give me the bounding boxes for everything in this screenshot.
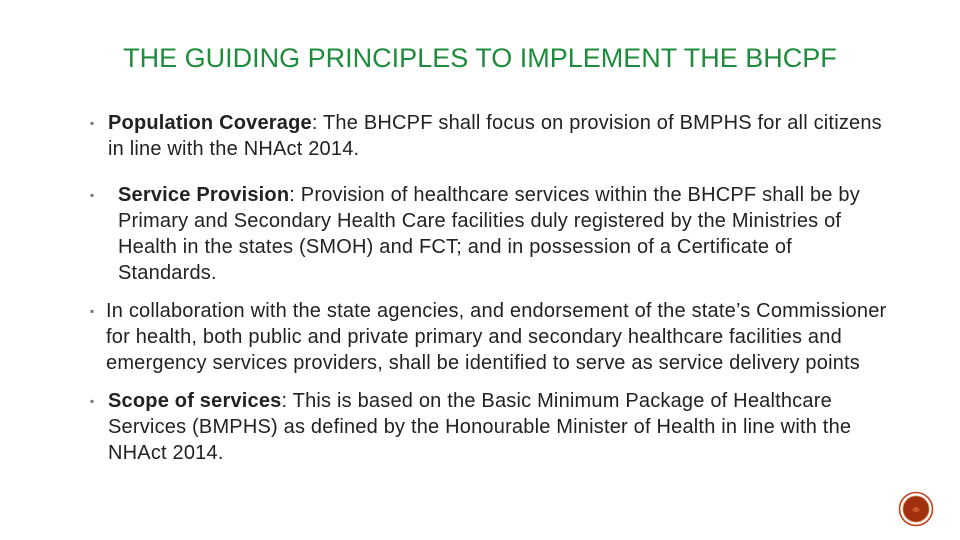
bullet-text: The BHCPF shall focus on provision of BMPHS for all citizens in line with the NHAct 2014. (108, 112, 882, 160)
principle-scope-of-services (90, 388, 890, 466)
bullet-separator: : (281, 390, 288, 412)
bullet-term: Scope of services (108, 390, 282, 412)
bullet-body (90, 182, 890, 286)
bullet-term: Service Provision (118, 184, 290, 206)
bullet-separator: : (311, 112, 318, 134)
bullet-body (90, 110, 890, 162)
bullet-body (90, 298, 890, 376)
principle-service-provision (90, 182, 890, 286)
bullet-marker-icon: ▪ (90, 394, 95, 408)
slide-title: THE GUIDING PRINCIPLES TO IMPLEMENT THE BHCPF (123, 43, 837, 73)
bullet-marker-icon: ▪ (90, 304, 95, 318)
bullet-text: This is based on the Basic Minimum Package of Healthcare Services (BMPHS) as defined by the Honourable Minister of Health in line with the NHAct 2014. (108, 390, 852, 464)
principles-list (90, 110, 890, 466)
bullet-term: Population Coverage (108, 112, 312, 134)
circular-seal-icon (898, 491, 934, 527)
bullet-marker-icon: ▪ (90, 116, 95, 130)
bullet-text: In collaboration with the state agencies, and endorsement of the state’s Commissioner for health, both public and private primary and secondary healthcare facilities and emergency services providers, shall be identified to serve as service delivery points (106, 300, 887, 374)
principle-population-coverage (90, 110, 890, 162)
bullet-marker-icon: ▪ (90, 188, 95, 202)
bullet-separator: : (289, 184, 296, 206)
principle-collaboration (90, 298, 890, 376)
bullet-text: Provision of healthcare services within the BHCPF shall be by Primary and Secondary Health Care facilities duly registered by the Ministries of Health in the states (SMOH) and FCT; and in possession of a Certificate of Standards. (118, 184, 860, 284)
bullet-body (90, 388, 890, 466)
